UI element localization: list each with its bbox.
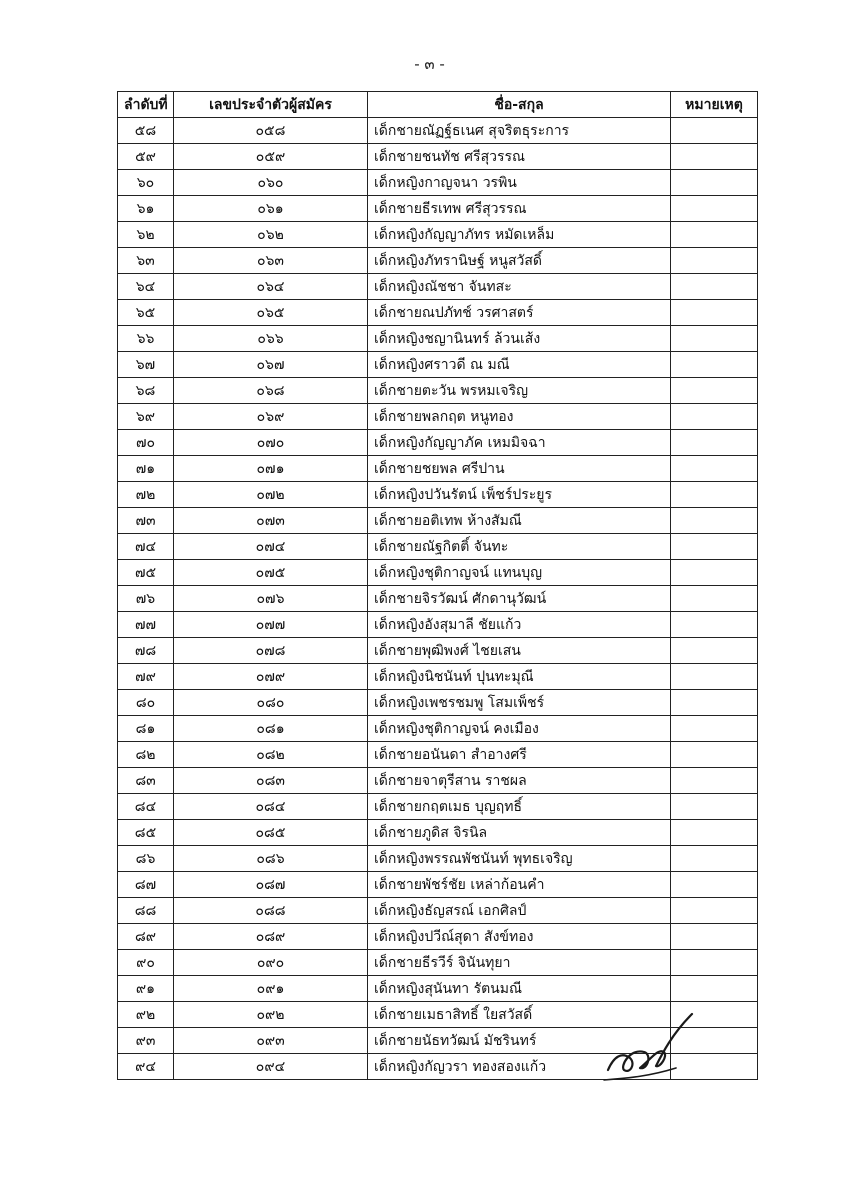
sequence-cell: ๗๒ xyxy=(118,482,174,508)
remarks-cell xyxy=(671,690,758,716)
applicant-number-cell: ๐๘๙ xyxy=(174,924,368,950)
applicant-number-cell: ๐๙๑ xyxy=(174,976,368,1002)
table-row xyxy=(118,820,758,846)
full-name-cell: เด็กชายกฤตเมธ บุญฤทธิ์ xyxy=(368,794,671,820)
sequence-cell: ๘๐ xyxy=(118,690,174,716)
full-name-cell: เด็กหญิงภัทรานิษฐ์ หนูสวัสดิ์ xyxy=(368,248,671,274)
sequence-cell: ๙๐ xyxy=(118,950,174,976)
remarks-cell xyxy=(671,664,758,690)
table-row xyxy=(118,976,758,1002)
sequence-cell: ๖๙ xyxy=(118,404,174,430)
header-remarks: หมายเหตุ xyxy=(671,92,758,118)
full-name-cell: เด็กชายณัฏฐ์ธเนศ สุจริตธุระการ xyxy=(368,118,671,144)
applicant-number-cell: ๐๖๔ xyxy=(174,274,368,300)
full-name-cell: เด็กชายอนันดา สำอางศรี xyxy=(368,742,671,768)
sequence-cell: ๘๑ xyxy=(118,716,174,742)
table-row xyxy=(118,404,758,430)
sequence-cell: ๘๗ xyxy=(118,872,174,898)
remarks-cell xyxy=(671,144,758,170)
remarks-cell xyxy=(671,560,758,586)
table-row xyxy=(118,638,758,664)
remarks-cell xyxy=(671,768,758,794)
sequence-cell: ๗๗ xyxy=(118,612,174,638)
applicant-number-cell: ๐๖๙ xyxy=(174,404,368,430)
applicant-number-cell: ๐๘๗ xyxy=(174,872,368,898)
applicant-number-cell: ๐๙๐ xyxy=(174,950,368,976)
sequence-cell: ๘๒ xyxy=(118,742,174,768)
table-row xyxy=(118,456,758,482)
sequence-cell: ๗๖ xyxy=(118,586,174,612)
applicant-number-cell: ๐๘๕ xyxy=(174,820,368,846)
table-header-row xyxy=(118,92,758,118)
sequence-cell: ๗๑ xyxy=(118,456,174,482)
table-row xyxy=(118,872,758,898)
sequence-cell: ๖๒ xyxy=(118,222,174,248)
full-name-cell: เด็กหญิงปวันรัตน์ เพ็ชร์ประยูร xyxy=(368,482,671,508)
full-name-cell: เด็กหญิงกัญญาภัทร หมัดเหล็ม xyxy=(368,222,671,248)
applicant-number-cell: ๐๙๔ xyxy=(174,1054,368,1080)
remarks-cell xyxy=(671,638,758,664)
applicant-number-cell: ๐๖๐ xyxy=(174,170,368,196)
table-row xyxy=(118,690,758,716)
sequence-cell: ๙๓ xyxy=(118,1028,174,1054)
header-sequence: ลำดับที่ xyxy=(118,92,174,118)
sequence-cell: ๖๔ xyxy=(118,274,174,300)
full-name-cell: เด็กหญิงณัชชา จันทสะ xyxy=(368,274,671,300)
sequence-cell: ๗๕ xyxy=(118,560,174,586)
remarks-cell xyxy=(671,820,758,846)
remarks-cell xyxy=(671,534,758,560)
applicant-number-cell: ๐๕๙ xyxy=(174,144,368,170)
sequence-cell: ๗๐ xyxy=(118,430,174,456)
full-name-cell: เด็กชายจิรวัฒน์ ศักดานุวัฒน์ xyxy=(368,586,671,612)
full-name-cell: เด็กหญิงกัญญาภัค เหมมิจฉา xyxy=(368,430,671,456)
applicant-number-cell: ๐๗๙ xyxy=(174,664,368,690)
full-name-cell: เด็กหญิงอังสุมาลี ชัยแก้ว xyxy=(368,612,671,638)
sequence-cell: ๘๘ xyxy=(118,898,174,924)
applicant-number-cell: ๐๕๘ xyxy=(174,118,368,144)
full-name-cell: เด็กชายอติเทพ ห้างสัมณี xyxy=(368,508,671,534)
table-row xyxy=(118,560,758,586)
table-row xyxy=(118,664,758,690)
table-row xyxy=(118,742,758,768)
sequence-cell: ๘๖ xyxy=(118,846,174,872)
applicant-number-cell: ๐๘๘ xyxy=(174,898,368,924)
sequence-cell: ๘๙ xyxy=(118,924,174,950)
table-row xyxy=(118,794,758,820)
table-row xyxy=(118,846,758,872)
full-name-cell: เด็กชายพุฒิพงศ์ ไชยเสน xyxy=(368,638,671,664)
table-row xyxy=(118,352,758,378)
applicant-number-cell: ๐๗๓ xyxy=(174,508,368,534)
table-row xyxy=(118,170,758,196)
applicant-number-cell: ๐๗๗ xyxy=(174,612,368,638)
full-name-cell: เด็กหญิงชญานินทร์ ล้วนเส้ง xyxy=(368,326,671,352)
full-name-cell: เด็กชายณปภัทช์ วรศาสตร์ xyxy=(368,300,671,326)
remarks-cell xyxy=(671,846,758,872)
sequence-cell: ๘๕ xyxy=(118,820,174,846)
applicant-number-cell: ๐๗๘ xyxy=(174,638,368,664)
table-row xyxy=(118,196,758,222)
table-row xyxy=(118,248,758,274)
remarks-cell xyxy=(671,196,758,222)
remarks-cell xyxy=(671,222,758,248)
sequence-cell: ๖๑ xyxy=(118,196,174,222)
full-name-cell: เด็กชายชนทัช ศรีสุวรรณ xyxy=(368,144,671,170)
header-full-name: ชื่อ-สกุล xyxy=(368,92,671,118)
full-name-cell: เด็กหญิงกัญวรา ทองสองแก้ว xyxy=(368,1054,671,1080)
remarks-cell xyxy=(671,508,758,534)
full-name-cell: เด็กหญิงกาญจนา วรพิน xyxy=(368,170,671,196)
table-row xyxy=(118,118,758,144)
remarks-cell xyxy=(671,404,758,430)
table-row xyxy=(118,274,758,300)
full-name-cell: เด็กชายจาตุรีสาน ราชผล xyxy=(368,768,671,794)
full-name-cell: เด็กหญิงเพชรชมพู โสมเพ็ชร์ xyxy=(368,690,671,716)
full-name-cell: เด็กหญิงธัญสรณ์ เอกศิลป์ xyxy=(368,898,671,924)
table-row xyxy=(118,924,758,950)
signature xyxy=(600,1008,700,1088)
applicant-number-cell: ๐๗๑ xyxy=(174,456,368,482)
full-name-cell: เด็กชายณัฐกิตติ์ จันทะ xyxy=(368,534,671,560)
full-name-cell: เด็กชายเมธาสิทธิ์ ใยสวัสดิ์ xyxy=(368,1002,671,1028)
table-row xyxy=(118,898,758,924)
table-row xyxy=(118,378,758,404)
remarks-cell xyxy=(671,872,758,898)
sequence-cell: ๘๓ xyxy=(118,768,174,794)
remarks-cell xyxy=(671,378,758,404)
applicant-number-cell: ๐๗๕ xyxy=(174,560,368,586)
applicant-number-cell: ๐๘๑ xyxy=(174,716,368,742)
remarks-cell xyxy=(671,170,758,196)
applicant-number-cell: ๐๗๔ xyxy=(174,534,368,560)
applicant-number-cell: ๐๖๖ xyxy=(174,326,368,352)
table-row xyxy=(118,586,758,612)
sequence-cell: ๗๓ xyxy=(118,508,174,534)
full-name-cell: เด็กชายธีรวีร์ จินันทุยา xyxy=(368,950,671,976)
table-row xyxy=(118,222,758,248)
remarks-cell xyxy=(671,300,758,326)
applicant-number-cell: ๐๘๓ xyxy=(174,768,368,794)
sequence-cell: ๖๖ xyxy=(118,326,174,352)
sequence-cell: ๖๐ xyxy=(118,170,174,196)
full-name-cell: เด็กหญิงพรรณพัชนันท์ พุทธเจริญ xyxy=(368,846,671,872)
remarks-cell xyxy=(671,950,758,976)
applicant-number-cell: ๐๘๔ xyxy=(174,794,368,820)
full-name-cell: เด็กชายพัชร์ชัย เหล่าก้อนคำ xyxy=(368,872,671,898)
applicant-number-cell: ๐๘๖ xyxy=(174,846,368,872)
remarks-cell xyxy=(671,794,758,820)
remarks-cell xyxy=(671,482,758,508)
table-row xyxy=(118,768,758,794)
applicant-number-cell: ๐๗๖ xyxy=(174,586,368,612)
table-row xyxy=(118,430,758,456)
applicant-number-cell: ๐๖๕ xyxy=(174,300,368,326)
sequence-cell: ๕๙ xyxy=(118,144,174,170)
full-name-cell: เด็กหญิงชุติกาญจน์ แทนบุญ xyxy=(368,560,671,586)
sequence-cell: ๗๘ xyxy=(118,638,174,664)
full-name-cell: เด็กชายตะวัน พรหมเจริญ xyxy=(368,378,671,404)
applicant-number-cell: ๐๖๘ xyxy=(174,378,368,404)
applicant-table xyxy=(117,91,758,1080)
full-name-cell: เด็กหญิงนิชนันท์ ปุนทะมุณี xyxy=(368,664,671,690)
remarks-cell xyxy=(671,352,758,378)
sequence-cell: ๖๘ xyxy=(118,378,174,404)
full-name-cell: เด็กชายภูดิส จิรนิล xyxy=(368,820,671,846)
remarks-cell xyxy=(671,248,758,274)
remarks-cell xyxy=(671,716,758,742)
remarks-cell xyxy=(671,586,758,612)
full-name-cell: เด็กหญิงศราวดี ณ มณี xyxy=(368,352,671,378)
sequence-cell: ๙๑ xyxy=(118,976,174,1002)
remarks-cell xyxy=(671,118,758,144)
remarks-cell xyxy=(671,274,758,300)
applicant-number-cell: ๐๙๓ xyxy=(174,1028,368,1054)
applicant-number-cell: ๐๖๑ xyxy=(174,196,368,222)
table-row xyxy=(118,950,758,976)
remarks-cell xyxy=(671,430,758,456)
sequence-cell: ๖๕ xyxy=(118,300,174,326)
table-row xyxy=(118,144,758,170)
full-name-cell: เด็กหญิงชุติกาญจน์ คงเมือง xyxy=(368,716,671,742)
full-name-cell: เด็กหญิงปวีณ์สุดา สังข์ทอง xyxy=(368,924,671,950)
applicant-number-cell: ๐๗๐ xyxy=(174,430,368,456)
full-name-cell: เด็กชายนัธทวัฒน์ มัชรินทร์ xyxy=(368,1028,671,1054)
sequence-cell: ๗๙ xyxy=(118,664,174,690)
table-row xyxy=(118,716,758,742)
full-name-cell: เด็กชายชยพล ศรีปาน xyxy=(368,456,671,482)
full-name-cell: เด็กชายพลกฤต หนูทอง xyxy=(368,404,671,430)
remarks-cell xyxy=(671,898,758,924)
sequence-cell: ๕๘ xyxy=(118,118,174,144)
table-row xyxy=(118,508,758,534)
header-applicant-number: เลขประจำตัวผู้สมัคร xyxy=(174,92,368,118)
remarks-cell xyxy=(671,742,758,768)
applicant-number-cell: ๐๖๗ xyxy=(174,352,368,378)
table-row xyxy=(118,612,758,638)
remarks-cell xyxy=(671,612,758,638)
applicant-number-cell: ๐๗๒ xyxy=(174,482,368,508)
full-name-cell: เด็กชายธีรเทพ ศรีสุวรรณ xyxy=(368,196,671,222)
sequence-cell: ๙๔ xyxy=(118,1054,174,1080)
remarks-cell xyxy=(671,326,758,352)
sequence-cell: ๗๔ xyxy=(118,534,174,560)
table-row xyxy=(118,534,758,560)
remarks-cell xyxy=(671,924,758,950)
full-name-cell: เด็กหญิงสุนันทา รัตนมณี xyxy=(368,976,671,1002)
sequence-cell: ๘๔ xyxy=(118,794,174,820)
applicant-number-cell: ๐๖๓ xyxy=(174,248,368,274)
table-row xyxy=(118,326,758,352)
table-row xyxy=(118,300,758,326)
applicant-number-cell: ๐๘๒ xyxy=(174,742,368,768)
remarks-cell xyxy=(671,456,758,482)
page-number: - ๓ - xyxy=(414,55,445,73)
remarks-cell xyxy=(671,976,758,1002)
sequence-cell: ๙๒ xyxy=(118,1002,174,1028)
sequence-cell: ๖๗ xyxy=(118,352,174,378)
table-row xyxy=(118,482,758,508)
applicant-number-cell: ๐๙๒ xyxy=(174,1002,368,1028)
applicant-number-cell: ๐๘๐ xyxy=(174,690,368,716)
sequence-cell: ๖๓ xyxy=(118,248,174,274)
applicant-number-cell: ๐๖๒ xyxy=(174,222,368,248)
